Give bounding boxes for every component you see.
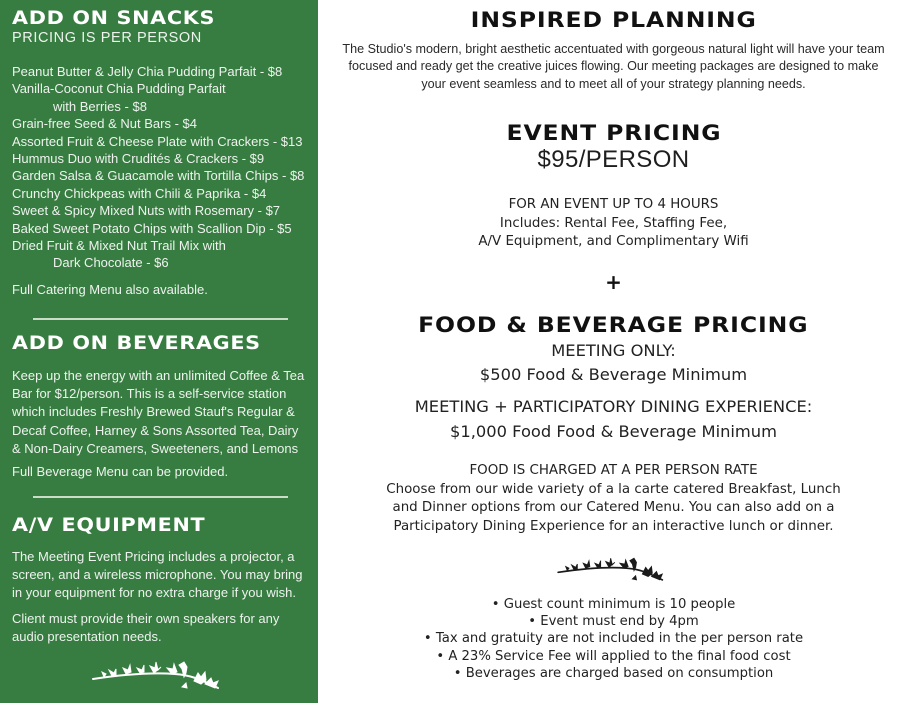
herb-sprig-icon [90,657,230,693]
beverages-line: which includes Freshly Brewed Stauf's Regular & [12,404,295,420]
inspired-planning-title: INSPIRED PLANNING [470,8,757,32]
beverage-menu-note: Full Beverage Menu can be provided. [12,464,229,479]
av-description [12,548,312,603]
per-person-line: Choose from our wide variety of a la carte catered Breakfast, Lunch [386,481,841,497]
per-person-rate-section [318,462,909,536]
catering-menu-note: Full Catering Menu also available. [12,282,208,297]
av-line: screen, and a wireless microphone. You may bring [12,567,303,583]
event-detail-line: A/V Equipment, and Complimentary Wifi [478,234,749,249]
event-pricing-title: EVENT PRICING [505,121,722,145]
av-line: The Meeting Event Pricing includes a projector, a [12,549,295,564]
beverages-line: & Non-Dairy Creamers, Sweeteners, and Lemons [12,440,299,456]
snacks-subheading: PRICING IS PER PERSON [12,30,202,46]
add-ons-panel [0,0,318,703]
snack-item: Hummus Duo with Crudités & Crackers - $9 [12,151,265,167]
dining-experience-minimum: $1,000 Food Food & Beverage Minimum [450,422,777,441]
rule-item: • A 23% Service Fee will applied to the final food cost [436,648,791,664]
beverages-line: Decaf Coffee, Harney & Sons Assorted Tea, Dairy [12,422,299,438]
meeting-only-minimum: $500 Food & Beverage Minimum [479,365,748,384]
dining-experience-label: MEETING + PARTICIPATORY DINING EXPERIENCE: [414,397,813,416]
meeting-only-label: MEETING ONLY: [551,341,676,360]
intro-paragraph [318,41,909,93]
snack-item: Vanilla-Coconut Chia Pudding Parfait [12,81,226,97]
beverages-heading: ADD ON BEVERAGES [12,333,261,354]
snack-item: Baked Sweet Potato Chips with Scallion Dip - $5 [12,220,292,236]
food-beverage-pricing-title: FOOD & BEVERAGE PRICING [418,313,809,337]
rule-item: • Guest count minimum is 10 people [491,597,736,612]
rule-item: • Event must end by 4pm [528,614,699,630]
snack-item: Crunchy Chickpeas with Chili & Paprika - $4 [12,185,267,201]
per-person-line: and Dinner options from our Catered Menu. You can also add on a [392,500,835,515]
event-price: $95/PERSON [537,146,690,173]
intro-line: The Studio's modern, bright aesthetic accentuated with gorgeous natural light will have your team [342,42,885,56]
snack-item: with Berries - $8 [53,98,147,114]
snack-item: Dried Fruit & Mixed Nut Trail Mix with [12,238,226,254]
per-person-heading: FOOD IS CHARGED AT A PER PERSON RATE [469,463,758,478]
planning-info-panel [318,0,909,703]
snack-item: Peanut Butter & Jelly Chia Pudding Parfait - $8 [12,64,283,79]
av-note-line: audio presentation needs. [12,629,162,645]
av-speakers-note [12,610,312,646]
snack-item: Sweet & Spicy Mixed Nuts with Rosemary - $7 [12,203,281,219]
plus-sign: + [605,270,622,294]
snacks-heading: ADD ON SNACKS [12,8,216,29]
section-divider [33,496,288,498]
event-rules-list [318,596,909,682]
snack-item: Dark Chocolate - $6 [53,255,169,271]
snack-list [12,63,312,272]
event-detail-line: Includes: Rental Fee, Staffing Fee, [499,215,728,231]
per-person-line: Participatory Dining Experience for an interactive lunch or dinner. [393,518,834,534]
av-note-line: Client must provide their own speakers for any [12,611,280,626]
av-heading: A/V EQUIPMENT [12,515,206,536]
intro-line: focused and ready get the creative juices flowing. Our meeting packages are designed to make [348,59,879,74]
snack-item: Assorted Fruit & Cheese Plate with Crackers - $13 [12,133,303,149]
beverages-line: Bar for $12/person. This is a self-service station [12,386,287,402]
event-detail-line: FOR AN EVENT UP TO 4 HOURS [508,197,719,212]
beverages-description [12,367,312,458]
section-divider [33,318,288,320]
av-line: in your equipment for no extra charge if you wish. [12,585,296,601]
snack-item: Garden Salsa & Guacamole with Tortilla Chips - $8 [12,168,305,184]
beverages-line: Keep up the energy with an unlimited Coffee & Tea [12,368,305,383]
rule-item: • Tax and gratuity are not included in the per person rate [423,631,804,647]
intro-line: your event seamless and to meet all of your strategy planning needs. [421,76,806,91]
rule-item: • Beverages are charged based on consumption [453,665,774,681]
herb-sprig-icon [554,554,674,584]
event-pricing-details [318,196,909,252]
snack-item: Grain-free Seed & Nut Bars - $4 [12,116,197,132]
